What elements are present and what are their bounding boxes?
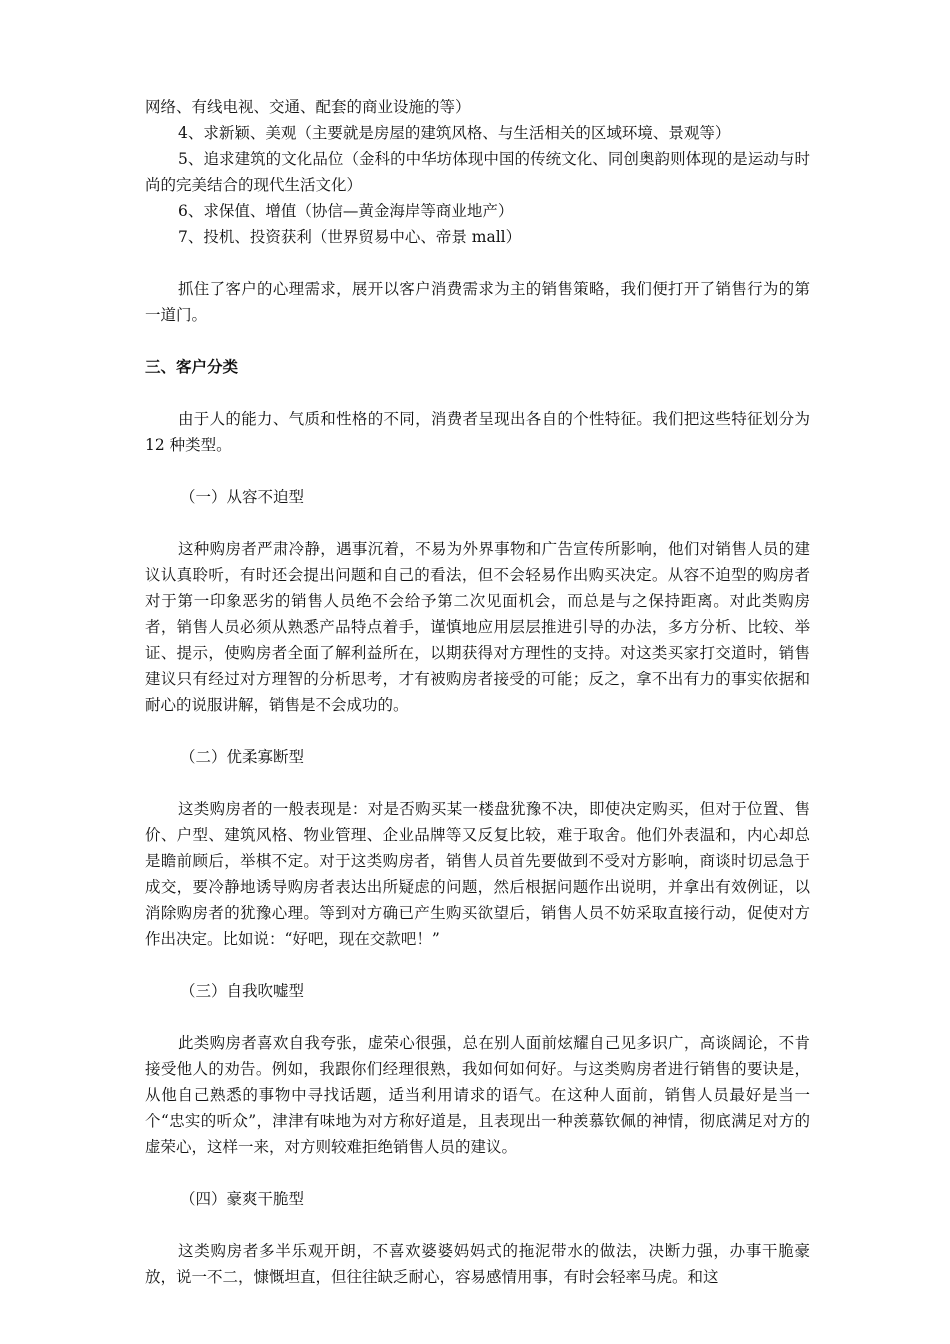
type-title: （二）优柔寡断型	[180, 748, 305, 766]
summary-paragraph: 抓住了客户的心理需求，展开以客户消费需求为主的销售策略，我们便打开了销售行为的第一道门。	[145, 280, 810, 324]
list-item: 7、投机、投资获利（世界贸易中心、帝景 mall）	[178, 228, 522, 246]
type-title: （三）自我吹嘘型	[180, 982, 305, 1000]
section-heading: 三、客户分类	[145, 358, 239, 376]
type-body: 这类购房者多半乐观开朗，不喜欢婆婆妈妈式的拖泥带水的做法，决断力强，办事干脆豪放，说一不二，慷慨坦直，但往往缺乏耐心，容易感情用事，有时会轻率马虎。和这	[145, 1242, 810, 1286]
list-item: 6、求保值、增值（协信—黄金海岸等商业地产）	[178, 202, 514, 220]
type-body: 这种购房者严肃冷静，遇事沉着，不易为外界事物和广告宣传所影响，他们对销售人员的建议认真聆听，有时还会提出问题和自己的看法，但不会轻易作出购买决定。从容不迫型的购房者对于第一印象恶劣的销售人员绝不会给予第二次见面机会，而总是与之保持距离。对此类购房者，销售人员必须从熟悉产品特点着手，谨慎地应用层层推进引导的办法，多方分析、比较、举证、提示，使购房者全面了解利益所在，以期获得对方理性的支持。对这类买家打交道时，销售建议只有经过对方理智的分析思考，才有被购房者接受的可能；反之，拿不出有力的事实依据和耐心的说服讲解，销售是不会成功的。	[145, 540, 810, 714]
type-body: 此类购房者喜欢自我夸张，虚荣心很强，总在别人面前炫耀自己见多识广，高谈阔论，不肯接受他人的劝告。例如，我跟你们经理很熟，我如何如何好。与这类购房者进行销售的要诀是，从他自己熟悉的事物中寻找话题，适当利用请求的语气。在这种人面前，销售人员最好是当一个“忠实的听众”，津津有味地为对方称好道是，且表现出一种羡慕钦佩的神情，彻底满足对方的虚荣心，这样一来，对方则较难拒绝销售人员的建议。	[145, 1034, 810, 1156]
list-continuation: 网络、有线电视、交通、配套的商业设施的等）	[145, 98, 471, 116]
list-item: 5、追求建筑的文化品位（金科的中华坊体现中国的传统文化、同创奥韵则体现的是运动与时尚的完美结合的现代生活文化）	[145, 150, 810, 194]
section-intro: 由于人的能力、气质和性格的不同，消费者呈现出各自的个性特征。我们把这些特征划分为 12 种类型。	[145, 410, 810, 454]
type-body: 这类购房者的一般表现是：对是否购买某一楼盘犹豫不决，即使决定购买，但对于位置、售价、户型、建筑风格、物业管理、企业品牌等又反复比较，难于取舍。他们外表温和，内心却总是瞻前顾后，举棋不定。对于这类购房者，销售人员首先要做到不受对方影响，商谈时切忌急于成交，要冷静地诱导购房者表达出所疑虑的问题，然后根据问题作出说明，并拿出有效例证，以消除购房者的犹豫心理。等到对方确已产生购买欲望后，销售人员不妨采取直接行动，促使对方作出决定。比如说：“好吧，现在交款吧！”	[145, 800, 810, 948]
type-title: （一）从容不迫型	[180, 488, 305, 506]
list-item: 4、求新颖、美观（主要就是房屋的建筑风格、与生活相关的区域环境、景观等）	[178, 124, 731, 142]
type-title: （四）豪爽干脆型	[180, 1190, 305, 1208]
document-body	[145, 94, 810, 1290]
